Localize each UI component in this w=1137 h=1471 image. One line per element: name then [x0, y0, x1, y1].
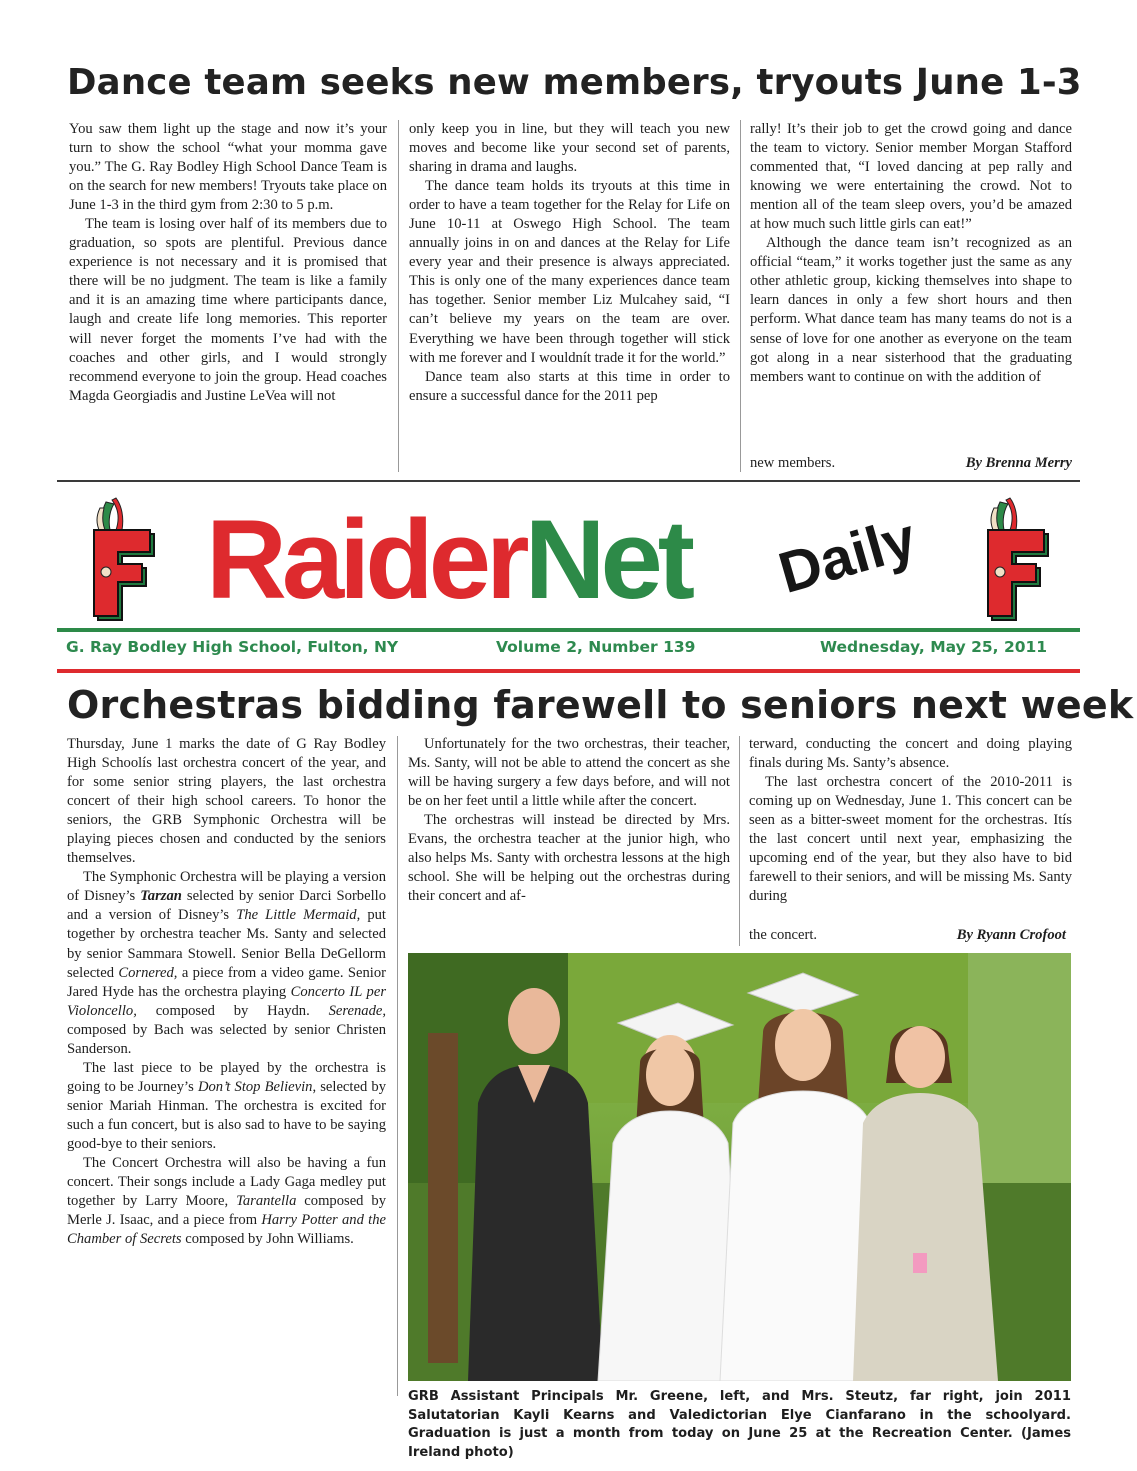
- orchestra-column-3: [749, 735, 1072, 906]
- paragraph: Although the dance team isn’t recognized as an official “team,” it works together just the same as any other athletic group, kicking themselves into shape to learn dances in only a few short hours and then perform. What dance team has many teams do not is a sense of love for one another as everyone on the team got along in a near sisterhood that the graduating members want to continue on with the addition of: [750, 235, 1072, 385]
- photo-caption: GRB Assistant Principals Mr. Greene, left, and Mrs. Steutz, far right, join 2011 Salutatorian Kayli Kearns and Valedictorian Elye Cianfarano in the schoolyard. Graduation is just a month from today on June 25 at the Recreation Center. (James Ireland photo): [408, 1389, 1071, 1460]
- title-tarantella: Tarantella: [236, 1193, 297, 1210]
- title-dont-stop: Don’t Stop Believin: [197, 1078, 313, 1095]
- dance-byline: By Brenna Merry: [965, 455, 1072, 471]
- masthead-bottom-rule: [57, 669, 1080, 673]
- title-mermaid: The Little Mermaid: [236, 907, 357, 924]
- paragraph: Thursday, June 1 marks the date of G Ray Bodley High Schoolís last orchestra concert of the year, and for some senior string players, the last orchestra concert of their high school careers. To honor the seniors, the GRB Symphonic Orchestra will be playing pieces chosen and conducted by the seniors themselves.: [67, 736, 386, 867]
- masthead-net: Net: [524, 497, 691, 622]
- dance-last-words: new members.: [750, 455, 836, 471]
- photo-illustration: [408, 953, 1071, 1381]
- orchestra-headline: Orchestras bidding farewell to seniors next week: [67, 683, 1134, 727]
- column-divider: [398, 120, 399, 472]
- masthead-raider: Raider: [206, 497, 525, 622]
- paragraph: You saw them light up the stage and now it’s your turn to show the school “what your momma gave you.” The G. Ray Bodley High School Dance Team is on the search for new members! Tryouts take place on June 1-3 in the third gym from 2:30 to 5 p.m.: [69, 121, 387, 214]
- title-concerto: Concerto IL per Violoncello,: [67, 983, 386, 1019]
- paragraph: The Concert Orchestra will also be having a fun concert. Their songs include a Lady Gaga medley put together by Larry Moore, Tarantella composed by Merle J. Isaac, and a piece from Harry Potter and the Chamber of Secrets composed by John Williams.: [67, 1155, 386, 1248]
- graduation-photo: [408, 953, 1071, 1381]
- dance-column-1: [69, 120, 387, 406]
- paragraph: terward, conducting the concert and doing playing finals during Ms. Santy’s absence.: [749, 736, 1072, 772]
- masthead-volume: Volume 2, Number 139: [496, 638, 696, 656]
- paragraph: only keep you in line, but they will teach you new moves and become like your second set of parents, sharing in drama and laughs.: [409, 121, 730, 176]
- paragraph: Unfortunately for the two orchestras, their teacher, Ms. Santy, will not be able to attend the concert as she will be having surgery a few days before, and will not be on her feet until a little while after the concert.: [408, 736, 730, 810]
- title-cornered: Cornered,: [118, 964, 178, 981]
- paragraph: The orchestras will instead be directed by Mrs. Evans, the orchestra teacher at the junior high, who also helps Ms. Santy with orchestra lessons at the high school. She will be helping out the orchestras during their concert and af-: [408, 812, 730, 905]
- paragraph: rally! It’s their job to get the crowd going and dance the team to victory. Senior member Morgan Stafford commented that, “I loved dancing at pep rally and knowing we were entertaining the crowd. Not to mention all of the team sleep overs, you’d be amazed at how much such little girls can eat!”: [750, 121, 1072, 233]
- masthead-color-rule: [57, 628, 1080, 632]
- masthead-daily: Daily: [771, 505, 923, 607]
- orchestra-column-1: [67, 735, 386, 1249]
- masthead-school: G. Ray Bodley High School, Fulton, NY: [66, 638, 399, 656]
- column-divider: [740, 120, 741, 472]
- feather-f-logo-right: [978, 496, 1060, 624]
- paragraph: The last orchestra concert of the 2010-2011 is coming up on Wednesday, June 1. This concert can be seen as a bitter-sweet moment for the orchestras. Itís the last concert until next year, emphasizing the upcoming end of the year, but they also have to bid farewell to their seniors, and will be missing Ms. Santy during: [749, 774, 1072, 905]
- orchestra-last-line: [749, 926, 1072, 945]
- dance-headline: Dance team seeks new members, tryouts June 1-3: [67, 62, 1082, 103]
- dance-column-2: [409, 120, 730, 406]
- title-tarzan: Tarzan: [140, 888, 182, 905]
- dance-last-line: [750, 454, 1072, 473]
- paragraph: The last piece to be played by the orchestra is going to be Journey’s Don’t Stop Believin, selected by senior Mariah Hinman. The orchestra is excited for such a fun concert, but is also sad to have to be saying good-bye to their seniors.: [67, 1059, 386, 1152]
- orchestra-column-2: [408, 735, 730, 906]
- orchestra-byline: By Ryann Crofoot: [956, 927, 1066, 943]
- paragraph: The dance team holds its tryouts at this time in order to have a team together for the Relay for Life on June 10-11 at Oswego High School. The team annually joins in on and dances at the Relay for Life every year and their presence is always appreciated. This is only one of the many experiences dance team has together. Senior member Liz Mulcahey said, “I can’t believe my years on the team are over. Everything we have been through together will stick with me forever and I wouldnít trade it for the world.”: [409, 178, 730, 366]
- dance-column-3: [750, 120, 1072, 387]
- feather-f-logo-left: [84, 496, 166, 624]
- paragraph: The team is losing over half of its members due to graduation, so spots are plentiful. Previous dance experience is not necessary and it is promised that there will be no judgment. The team is like a family and it is an amazing time where participants dance, laugh and create life long memories. This reporter will never forget the moments I’ve had with the coaches and other girls, and I would strongly recommend everyone to join the group. Head coaches Magda Georgiadis and Justine LeVea will not: [69, 216, 387, 404]
- paragraph: The Symphonic Orchestra will be playing a version of Disney’s Tarzan selected by senior Darci Sorbello and a version of Disney’s The Little Mermaid, put together by orchestra teacher Ms. Santy and selected by senior Sammara Stowell. Senior Bella DeGellorm selected Cornered, a piece from a video game. Senior Jared Hyde has the orchestra playing Concerto IL per Violoncello, composed by Haydn. Serenade, composed by Bach was selected by senior Christen Sanderson.: [67, 869, 386, 1057]
- masthead-title: [206, 496, 690, 658]
- title-harry-potter: Harry Potter and the Chamber of Secrets: [67, 1212, 386, 1248]
- column-divider: [397, 736, 398, 1396]
- orchestra-last-words: the concert.: [749, 927, 818, 943]
- masthead-top-rule: [57, 480, 1080, 482]
- column-divider: [739, 736, 740, 946]
- masthead-date: Wednesday, May 25, 2011: [820, 638, 1048, 656]
- title-serenade: Serenade,: [328, 1002, 386, 1019]
- paragraph: Dance team also starts at this time in order to ensure a successful dance for the 2011 pep: [409, 368, 730, 404]
